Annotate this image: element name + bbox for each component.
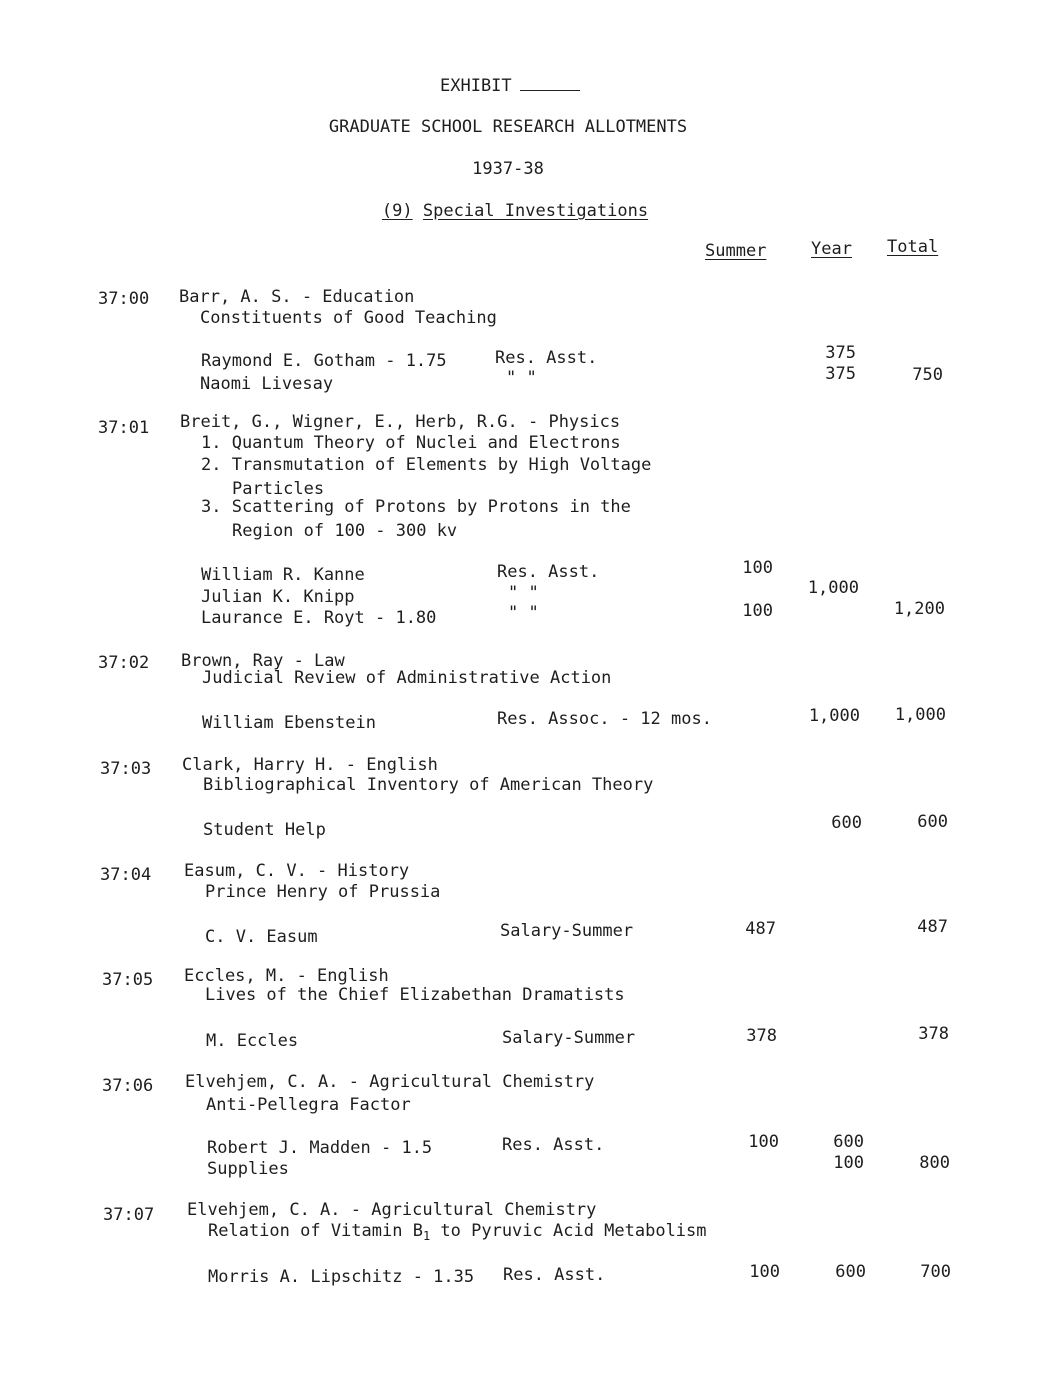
amount-summer: 100	[742, 601, 773, 621]
exhibit-blank	[520, 76, 580, 91]
document-title: GRADUATE SCHOOL RESEARCH ALLOTMENTS	[328, 117, 688, 137]
entry-investigator: Eccles, M. - English	[184, 966, 389, 986]
column-header-total: Total	[887, 237, 939, 257]
entry-investigator: Barr, A. S. - Education	[179, 287, 415, 307]
column-header-year: Year	[811, 239, 852, 259]
entry-project: Bibliographical Inventory of American Theory	[203, 775, 654, 795]
staff-name: William Ebenstein	[202, 713, 376, 733]
entry-project: Particles	[232, 479, 325, 499]
entry-investigator: Clark, Harry H. - English	[182, 755, 438, 775]
entry-project: Prince Henry of Prussia	[205, 882, 441, 902]
staff-name: M. Eccles	[206, 1031, 299, 1051]
entry-code: 37:02	[98, 653, 150, 673]
entry-project: Judicial Review of Administrative Action	[202, 668, 612, 688]
document-year: 1937-38	[472, 159, 544, 179]
section-title: Special Investigations	[422, 201, 649, 221]
entry-project: Lives of the Chief Elizabethan Dramatists	[205, 985, 625, 1005]
entry-project: Constituents of Good Teaching	[200, 308, 497, 328]
amount-summer: 100	[742, 558, 773, 578]
amount-total: 1,200	[893, 599, 945, 619]
entry-code: 37:07	[103, 1205, 155, 1225]
amount-year: 100	[833, 1153, 864, 1173]
staff-name: Morris A. Lipschitz - 1.35	[208, 1267, 475, 1287]
amount-year: 600	[835, 1262, 866, 1282]
exhibit-label: EXHIBIT	[440, 76, 580, 97]
amount-summer: 487	[745, 919, 776, 939]
entry-project: Anti-Pellegra Factor	[206, 1095, 411, 1115]
staff-role: Res. Asst.	[495, 348, 598, 368]
amount-year: 375	[825, 364, 856, 384]
entry-investigator: Breit, G., Wigner, E., Herb, R.G. - Physics	[180, 412, 621, 432]
entry-code: 37:03	[100, 759, 152, 779]
staff-role: Salary-Summer	[502, 1028, 636, 1048]
amount-year: 1,000	[808, 706, 860, 726]
entry-investigator: Elvehjem, C. A. - Agricultural Chemistry	[187, 1200, 597, 1220]
amount-total: 378	[918, 1024, 949, 1044]
staff-role-ditto: " "	[508, 583, 539, 603]
amount-total: 750	[912, 365, 943, 385]
staff-role-ditto: " "	[506, 368, 537, 388]
staff-role-ditto: " "	[508, 603, 539, 623]
staff-name: William R. Kanne	[201, 565, 365, 585]
amount-summer: 100	[749, 1262, 780, 1282]
entry-project: 3. Scattering of Protons by Protons in the	[201, 497, 631, 517]
staff-name: C. V. Easum	[205, 927, 318, 947]
amount-summer: 378	[746, 1026, 777, 1046]
staff-role: Res. Asst.	[502, 1135, 605, 1155]
amount-total: 1,000	[894, 705, 946, 725]
amount-year: 600	[833, 1132, 864, 1152]
staff-name: Naomi Livesay	[200, 374, 334, 394]
entry-code: 37:01	[98, 418, 150, 438]
staff-role: Res. Asst.	[497, 562, 600, 582]
staff-role: Res. Assoc. - 12 mos.	[497, 709, 712, 729]
staff-name: Laurance E. Royt - 1.80	[201, 608, 437, 628]
entry-investigator: Brown, Ray - Law	[181, 651, 345, 671]
staff-role: Res. Asst.	[503, 1265, 606, 1285]
staff-name: Student Help	[203, 820, 326, 840]
entry-project: 2. Transmutation of Elements by High Voltage	[201, 455, 652, 475]
amount-total: 600	[917, 812, 948, 832]
amount-summer: 100	[748, 1132, 779, 1152]
amount-total: 487	[917, 917, 948, 937]
entry-code: 37:06	[102, 1076, 154, 1096]
entry-project: Relation of Vitamin $B_1$ to Pyruvic Acid Metabolism	[208, 1221, 707, 1243]
entry-project: 1. Quantum Theory of Nuclei and Electrons	[201, 433, 621, 453]
column-header-summer: Summer	[705, 241, 767, 261]
entry-code: 37:00	[98, 289, 150, 309]
entry-investigator: Easum, C. V. - History	[184, 861, 410, 881]
staff-name: Raymond E. Gotham - 1.75	[201, 351, 447, 371]
entry-code: 37:04	[100, 865, 152, 885]
entry-investigator: Elvehjem, C. A. - Agricultural Chemistry	[185, 1072, 595, 1092]
amount-total: 800	[919, 1153, 950, 1173]
amount-year: 1,000	[807, 578, 859, 598]
entry-project: Region of 100 - 300 kv	[232, 521, 458, 541]
staff-name: Julian K. Knipp	[201, 587, 355, 607]
entry-code: 37:05	[102, 970, 154, 990]
section-heading	[382, 201, 648, 222]
amount-year: 375	[825, 343, 856, 363]
staff-name: Robert J. Madden - 1.5	[207, 1138, 433, 1158]
staff-name: Supplies	[207, 1159, 289, 1179]
amount-year: 600	[831, 813, 862, 833]
section-number: (9)	[381, 201, 413, 221]
staff-role: Salary-Summer	[500, 921, 634, 941]
amount-total: 700	[920, 1262, 951, 1282]
